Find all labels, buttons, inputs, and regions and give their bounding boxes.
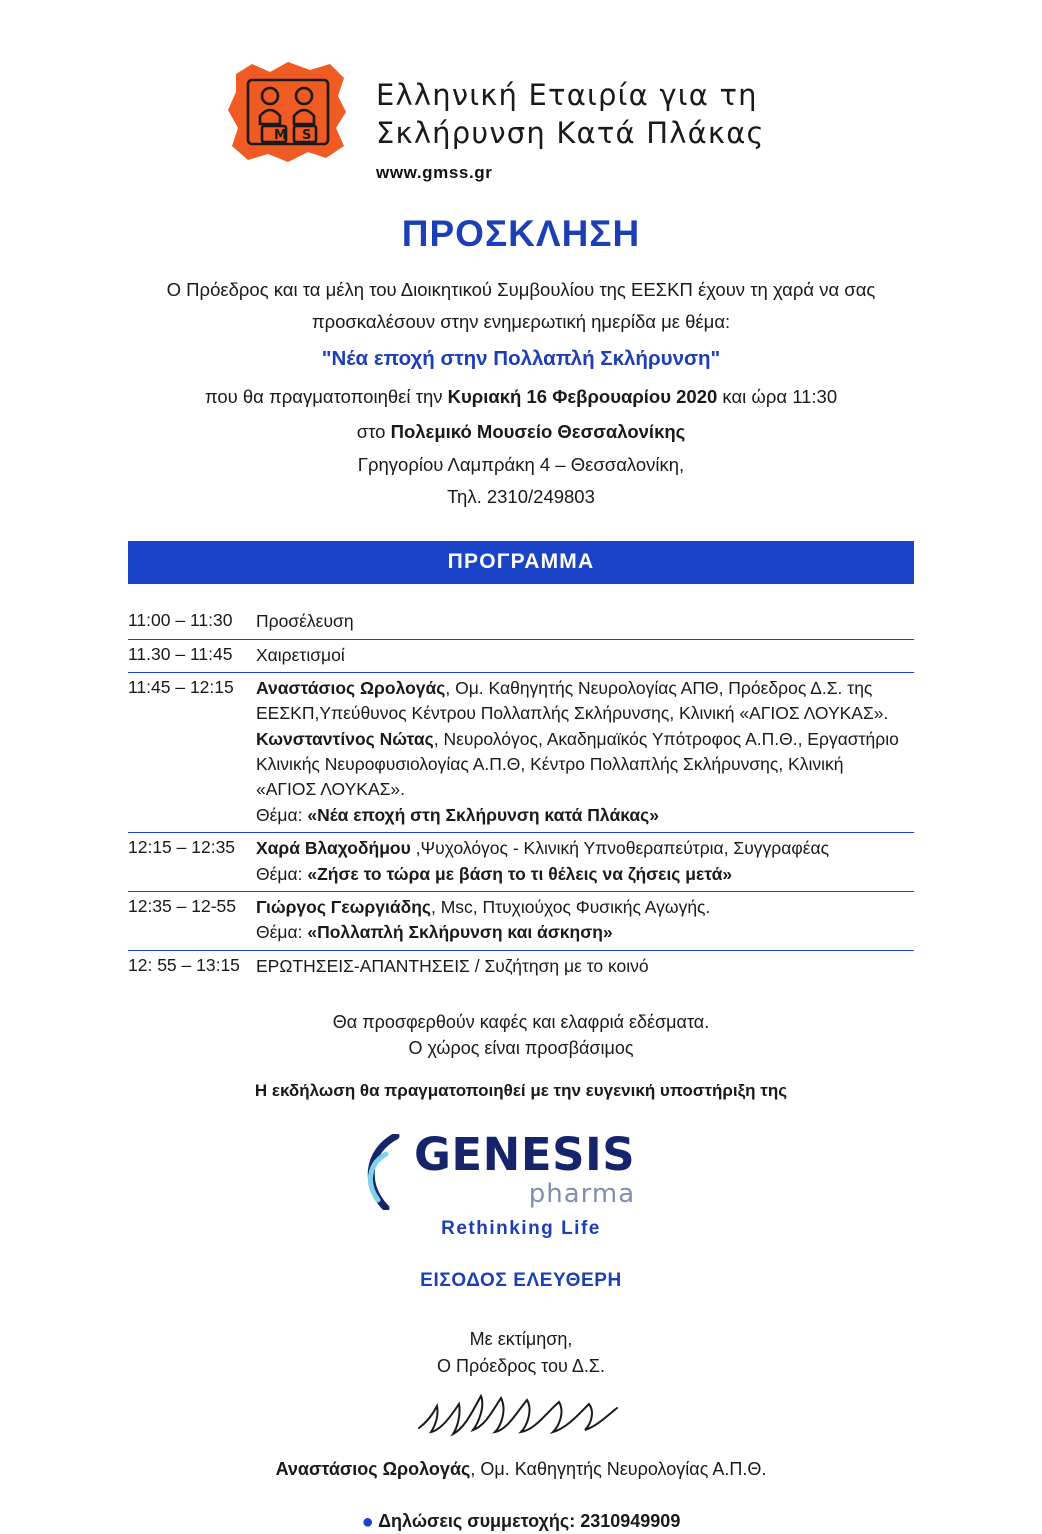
row-time: 11:00 – 11:30	[128, 610, 233, 631]
row-time: 12:35 – 12-55	[128, 895, 237, 916]
when-date: Κυριακή 16 Φεβρουαρίου 2020	[447, 385, 718, 407]
when-prefix: που θα πραγματοποιηθεί την	[204, 385, 448, 407]
speaker-detail: , Νευρολόγος, Ακαδημαϊκός Υπότροφος Α.Π.Θ., Εργαστήριο	[433, 728, 899, 749]
event-venue	[130, 419, 912, 446]
row-line: Χαιρετισμοί	[256, 644, 345, 665]
org-name-line1: Ελληνική Εταιρία για τη	[376, 78, 758, 112]
row-line	[256, 920, 914, 945]
speaker-detail: ,Ψυχολόγος - Κλινική Υπνοθεραπεύτρια, Συγγραφέας	[410, 838, 830, 859]
svg-text:S: S	[302, 128, 312, 143]
topic-title: «Πολλαπλή Σκλήρυνση και άσκηση»	[307, 922, 613, 943]
note-catering: Θα προσφερθούν καφές και ελαφριά εδέσματα.	[332, 1012, 710, 1032]
intro-line-2: προσκαλέσουν στην ενημερωτική ημερίδα με θέμα:	[311, 311, 731, 333]
row-line: ΕΡΩΤΗΣΕΙΣ-ΑΠΑΝΤΗΣΕΙΣ / Συζήτηση με το κοινό	[256, 955, 649, 976]
venue-address: Γρηγορίου Λαμπράκη 4 – Θεσσαλονίκη,	[357, 453, 685, 475]
signature-block	[0, 1326, 1042, 1483]
registration-phone[interactable]: 2310949909	[580, 1510, 681, 1531]
document-header	[0, 0, 1042, 183]
bullet-icon: ●	[361, 1510, 374, 1533]
signature-line-1: Με εκτίμηση,	[469, 1328, 573, 1349]
row-time: 12: 55 – 13:15	[128, 954, 240, 975]
signatory	[0, 1456, 1042, 1483]
signature-line-2: Ο Πρόεδρος του Δ.Σ.	[436, 1355, 606, 1376]
speaker-name: Γιώργος Γεωργιάδης	[256, 896, 431, 917]
note-accessibility: Ο χώρος είναι προσβάσιμος	[408, 1038, 634, 1059]
programme-header-bar: ΠΡΟΓΡΑΜΜΑ	[128, 541, 914, 584]
speaker-name: Κωνσταντίνος Νώτας	[256, 728, 434, 749]
row-line: Προσέλευση	[256, 611, 354, 632]
row-line	[256, 727, 914, 752]
notes-block	[0, 1009, 1042, 1104]
row-line: Κλινικής Νευροφυσιολογίας Α.Π.Θ, Κέντρο Πολλαπλής Σκλήρυνσης, Κλινική	[256, 754, 844, 774]
row-line	[256, 803, 914, 828]
venue-name: Πολεμικό Μουσείο Θεσσαλονίκης	[390, 420, 686, 442]
venue-phone: Τηλ. 2310/249803	[447, 486, 595, 508]
row-time: 11:45 – 12:15	[128, 676, 234, 697]
row-body	[256, 836, 914, 887]
when-suffix: και ώρα 11:30	[717, 385, 838, 407]
row-line: «ΑΓΙΟΣ ΛΟΥΚΑΣ».	[256, 779, 406, 800]
row-line	[256, 895, 914, 920]
row-time: 11.30 – 11:45	[128, 643, 233, 664]
row-body	[256, 954, 914, 979]
event-subject: "Νέα εποχή στην Πολλαπλή Σκλήρυνση"	[321, 347, 721, 371]
row-line: ΕΕΣΚΠ,Υπεύθυνος Κέντρου Πολλαπλής Σκλήρυνσης, Κλινική «ΑΓΙΟΣ ΛΟΥΚΑΣ».	[256, 703, 889, 724]
row-line	[256, 862, 914, 887]
topic-label: Θέμα:	[256, 922, 308, 943]
logo-blob-icon	[222, 58, 354, 166]
table-row	[128, 606, 914, 639]
table-row	[128, 640, 914, 673]
intro-line-1: Ο Πρόεδρος και τα μέλη του Διοικητικού Συμβουλίου της ΕΕΣΚΠ έχουν τη χαρά να σας	[166, 278, 876, 300]
row-body	[256, 676, 914, 828]
signatory-name: Αναστάσιος Ωρολογάς	[275, 1458, 471, 1479]
sponsor-tagline: Rethinking Life	[441, 1217, 601, 1239]
speaker-name: Χαρά Βλαχοδήμου	[256, 838, 411, 859]
org-website[interactable]: www.gmss.gr	[376, 162, 493, 182]
topic-title: «Ζήσε το τώρα με βάση το τι θέλεις να ζήσεις μετά»	[307, 863, 733, 884]
table-row	[128, 892, 914, 951]
event-datetime	[130, 384, 912, 411]
genesis-swoosh-icon	[356, 1134, 410, 1210]
registration-contact	[0, 1511, 1042, 1534]
row-body	[256, 643, 914, 668]
table-row	[128, 673, 914, 833]
topic-label: Θέμα:	[256, 804, 308, 825]
programme-schedule	[128, 606, 914, 983]
row-body	[256, 895, 914, 946]
signatory-title: , Ομ. Καθηγητής Νευρολογίας Α.Π.Θ.	[470, 1458, 767, 1479]
org-name-line2: Σκλήρυνση Κατά Πλάκας	[376, 116, 765, 151]
row-time: 12:15 – 12:35	[128, 837, 236, 858]
row-body	[256, 609, 914, 634]
registration-label: Δηλώσεις συμμετοχής:	[378, 1510, 581, 1531]
speaker-detail: , Ομ. Καθηγητής Νευρολογίας ΑΠΘ, Πρόεδρος Δ.Σ. της	[445, 677, 873, 698]
speaker-name: Αναστάσιος Ωρολογάς	[256, 677, 446, 698]
sponsor-name: GENESIS	[414, 1127, 636, 1181]
sponsor-subname: pharma	[528, 1178, 636, 1209]
page-title: ΠΡΟΣΚΛΗΣΗ	[401, 212, 641, 254]
where-prefix: στο	[356, 420, 391, 442]
handwritten-signature-icon	[411, 1382, 631, 1444]
topic-title: «Νέα εποχή στη Σκλήρυνση κατά Πλάκας»	[307, 804, 659, 825]
table-row	[128, 951, 914, 983]
note-sponsorship: Η εκδήλωση θα πραγματοποιηθεί με την ευγενική υποστήριξη της	[254, 1081, 788, 1101]
gmss-logo	[222, 58, 354, 166]
row-line	[256, 676, 914, 701]
topic-label: Θέμα:	[256, 863, 308, 884]
svg-text:M: M	[274, 128, 287, 143]
org-name-block	[376, 58, 765, 183]
speaker-detail: , Msc, Πτυχιούχος Φυσικής Αγωγής.	[431, 896, 711, 917]
sponsor-logo	[0, 1127, 1042, 1240]
intro-block	[0, 277, 1042, 512]
free-entry-notice: ΕΙΣΟΔΟΣ ΕΛΕΥΘΕΡΗ	[420, 1269, 622, 1291]
table-row	[128, 833, 914, 892]
row-line	[256, 836, 914, 861]
